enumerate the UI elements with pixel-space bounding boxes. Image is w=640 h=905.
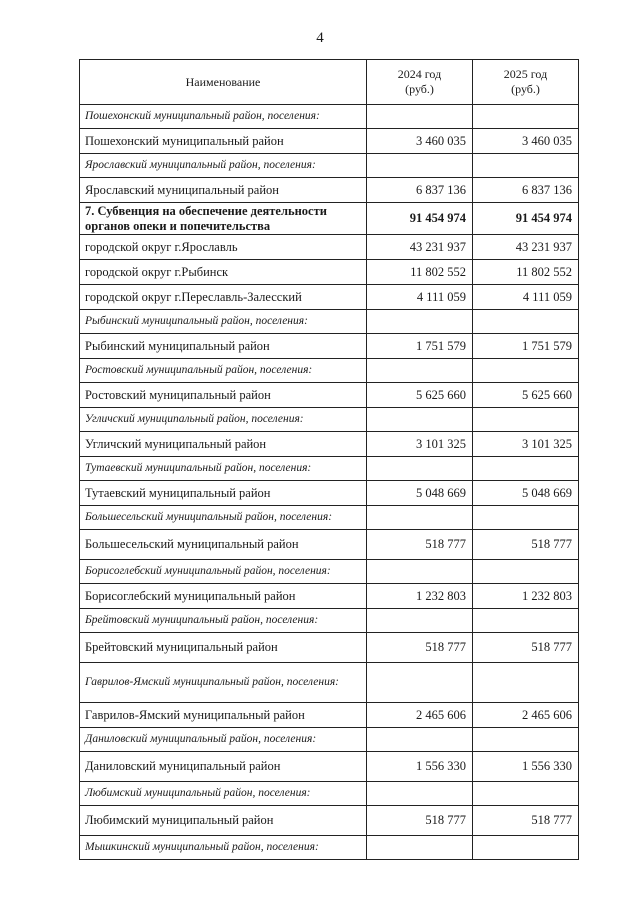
row-2024: 518 777	[367, 530, 473, 560]
row-2025	[473, 359, 579, 383]
table-row	[80, 105, 579, 129]
row-2024: 518 777	[367, 806, 473, 836]
table-row	[80, 178, 579, 203]
table-row	[80, 235, 579, 260]
row-name: Ростовский муниципальный район, поселения:	[80, 359, 367, 383]
header-2024: 2024 год (руб.)	[367, 60, 473, 105]
table-row	[80, 782, 579, 806]
row-2024: 11 802 552	[367, 260, 473, 285]
table-row	[80, 285, 579, 310]
table-row	[80, 310, 579, 334]
row-2024: 6 837 136	[367, 178, 473, 203]
table-row	[80, 530, 579, 560]
row-2025: 518 777	[473, 633, 579, 663]
row-2025: 3 101 325	[473, 432, 579, 457]
row-2024	[367, 728, 473, 752]
row-2024	[367, 836, 473, 860]
row-name: Борисоглебский муниципальный район, поселения:	[80, 560, 367, 584]
table-row	[80, 334, 579, 359]
row-2025	[473, 728, 579, 752]
row-2024: 4 111 059	[367, 285, 473, 310]
row-name: Мышкинский муниципальный район, поселения:	[80, 836, 367, 860]
table-row	[80, 806, 579, 836]
row-name: Любимский муниципальный район	[80, 806, 367, 836]
row-2025: 518 777	[473, 530, 579, 560]
row-2025: 6 837 136	[473, 178, 579, 203]
row-name: Рыбинский муниципальный район	[80, 334, 367, 359]
row-2025: 3 460 035	[473, 129, 579, 154]
row-name: городской округ г.Ярославль	[80, 235, 367, 260]
row-2025	[473, 836, 579, 860]
table-row	[80, 457, 579, 481]
row-2024	[367, 560, 473, 584]
row-2024: 3 101 325	[367, 432, 473, 457]
row-name: городской округ г.Переславль-Залесский	[80, 285, 367, 310]
row-name: Большесельский муниципальный район, поселения:	[80, 506, 367, 530]
table-row	[80, 560, 579, 584]
row-name: Ярославский муниципальный район, поселения:	[80, 154, 367, 178]
row-2024	[367, 609, 473, 633]
row-2024	[367, 359, 473, 383]
row-2024	[367, 154, 473, 178]
row-2025	[473, 105, 579, 129]
row-2025: 2 465 606	[473, 703, 579, 728]
table-row	[80, 663, 579, 703]
row-name: Даниловский муниципальный район, поселения:	[80, 728, 367, 752]
row-2025	[473, 154, 579, 178]
row-2025	[473, 782, 579, 806]
row-2024	[367, 408, 473, 432]
row-2025: 5 625 660	[473, 383, 579, 408]
row-2025: 91 454 974	[473, 203, 579, 235]
row-2025	[473, 663, 579, 703]
row-name: Пошехонский муниципальный район	[80, 129, 367, 154]
row-2024: 43 231 937	[367, 235, 473, 260]
row-name: Угличский муниципальный район	[80, 432, 367, 457]
page-number: 4	[316, 30, 324, 46]
row-2024: 5 625 660	[367, 383, 473, 408]
row-name: Гаврилов-Ямский муниципальный район	[80, 703, 367, 728]
row-name: городской округ г.Рыбинск	[80, 260, 367, 285]
row-2024: 1 232 803	[367, 584, 473, 609]
table-row	[80, 432, 579, 457]
row-2025	[473, 609, 579, 633]
table-row	[80, 203, 579, 235]
row-name: Даниловский муниципальный район	[80, 752, 367, 782]
table-row	[80, 408, 579, 432]
table-row	[80, 728, 579, 752]
row-name: Рыбинский муниципальный район, поселения:	[80, 310, 367, 334]
row-2024	[367, 663, 473, 703]
row-2025: 4 111 059	[473, 285, 579, 310]
row-name: Угличский муниципальный район, поселения:	[80, 408, 367, 432]
table-row	[80, 154, 579, 178]
row-name: 7. Субвенция на обеспечение деятельности органов опеки и попечительства	[80, 203, 367, 235]
table-header-row	[80, 60, 579, 105]
row-name: Гаврилов-Ямский муниципальный район, поселения:	[80, 663, 367, 703]
table-row	[80, 260, 579, 285]
row-2025: 1 751 579	[473, 334, 579, 359]
row-name: Тутаевский муниципальный район	[80, 481, 367, 506]
row-2025: 1 556 330	[473, 752, 579, 782]
row-2025	[473, 408, 579, 432]
table-row	[80, 129, 579, 154]
row-name: Любимский муниципальный район, поселения:	[80, 782, 367, 806]
row-2024	[367, 310, 473, 334]
row-2025	[473, 560, 579, 584]
row-name: Брейтовский муниципальный район	[80, 633, 367, 663]
row-2025: 43 231 937	[473, 235, 579, 260]
row-name: Ростовский муниципальный район	[80, 383, 367, 408]
row-2025	[473, 457, 579, 481]
table-row	[80, 609, 579, 633]
table-row	[80, 633, 579, 663]
row-2025: 1 232 803	[473, 584, 579, 609]
header-name: Наименование	[80, 60, 367, 105]
row-name: Брейтовский муниципальный район, поселения:	[80, 609, 367, 633]
table-row	[80, 836, 579, 860]
row-2024: 3 460 035	[367, 129, 473, 154]
row-2025: 11 802 552	[473, 260, 579, 285]
row-2025: 518 777	[473, 806, 579, 836]
table-row	[80, 481, 579, 506]
row-2025	[473, 310, 579, 334]
row-2024: 518 777	[367, 633, 473, 663]
table-row	[80, 703, 579, 728]
row-2024: 2 465 606	[367, 703, 473, 728]
row-2024	[367, 506, 473, 530]
row-2024: 91 454 974	[367, 203, 473, 235]
row-name: Большесельский муниципальный район	[80, 530, 367, 560]
row-2025	[473, 506, 579, 530]
table-row	[80, 383, 579, 408]
row-2024: 5 048 669	[367, 481, 473, 506]
row-name: Ярославский муниципальный район	[80, 178, 367, 203]
table-row	[80, 506, 579, 530]
row-2024: 1 556 330	[367, 752, 473, 782]
table-row	[80, 584, 579, 609]
row-2024	[367, 457, 473, 481]
row-2024	[367, 782, 473, 806]
budget-table	[79, 59, 579, 860]
row-2024: 1 751 579	[367, 334, 473, 359]
table-row	[80, 752, 579, 782]
row-name: Борисоглебский муниципальный район	[80, 584, 367, 609]
row-2024	[367, 105, 473, 129]
row-2025: 5 048 669	[473, 481, 579, 506]
header-2025: 2025 год (руб.)	[473, 60, 579, 105]
row-name: Пошехонский муниципальный район, поселения:	[80, 105, 367, 129]
row-name: Тутаевский муниципальный район, поселения:	[80, 457, 367, 481]
table-row	[80, 359, 579, 383]
